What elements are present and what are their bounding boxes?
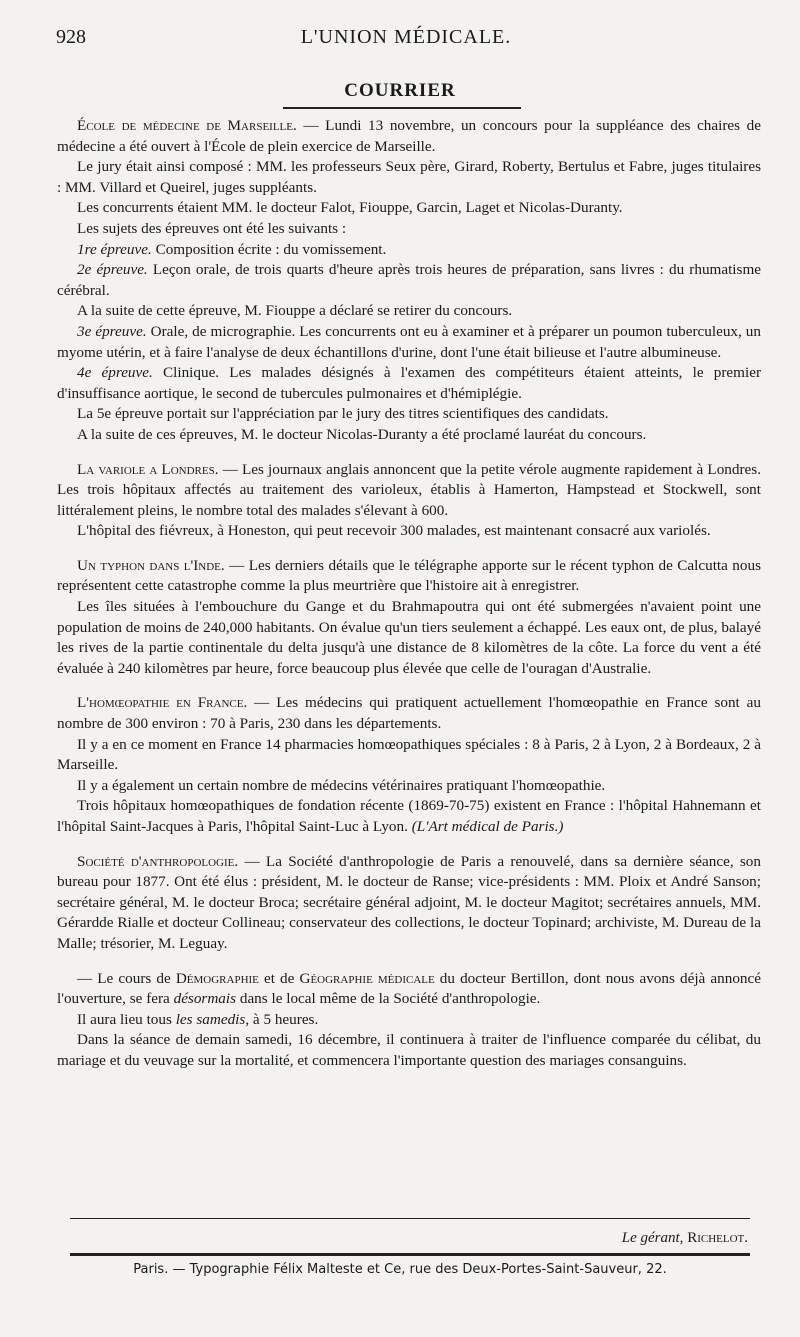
article-typhon: Un typhon dans l'Inde. — Les derniers détails que le télégraphe apporte sur le récent typhon de Calcutta nous représentent cette catastrophe comme la plus meurtrière que l'histoire ait à enregistrer. [57,556,761,595]
source-citation: (L'Art médical de Paris.) [411,818,564,835]
article-homoeopathie: L'homœopathie en France. — Les médecins qui pratiquent actuellement l'homœopathie en France sont au nombre de 300 environ : 70 à Paris, 230 dans les départements. [57,694,761,733]
article-variole: La variole a Londres. — Les journaux anglais annoncent que la petite vérole augmente rapidement à Londres. Les trois hôpitaux affectés au traitement des varioleux, établis à Hamerton, Hampstead et Stockwell, sont littéralement pleins, le nombre total des malades s'élevant à 600. [57,460,761,519]
section-title: COURRIER [344,80,456,101]
article-body [57,116,761,1072]
article-heading: La variole a Londres. [77,460,219,478]
signature: Le gérant, Richelot. [621,1230,748,1246]
paragraph: 2e épreuve. Leçon orale, de trois quarts d'heure après trois heures de préparation, sans livres : du rhumatisme cérébral. [57,261,761,299]
paragraph: A la suite de cette épreuve, M. Fiouppe a déclaré se retirer du concours. [77,302,513,320]
paragraph: Les îles situées à l'embouchure du Gange et du Brahmapoutra qui ont été submergées n'avaient point une population de moins de 240,000 habitants. On évalue qu'un tiers seulement a échappé. Les eaux ont, de plus, balayé les rives de la partie continentale du delta jusqu'à une distance de 8 kilomètres de la côte. La force du vent a été évaluée à 240 kilomètres par heure, force beaucoup plus élevée que celle de l'ouragan d'Australie. [57,598,761,677]
paragraph: Il y a également un certain nombre de médecins vétérinaires pratiquant l'homœopathie. [77,776,606,794]
paragraph: 1re épreuve. Composition écrite : du vomissement. [77,240,387,258]
article-anthropologie: Société d'anthropologie. — La Société d'anthropologie de Paris a renouvelé, dans sa dernière séance, son bureau pour 1877. Ont été élus : président, M. le docteur de Ranse; vice-présidents : MM. Ploix et André Sanson; secrétaire général, M. le docteur Broca; secrétaire général adjoint, M. le docteur Magitot; secrétaires annuels, MM. Gérardde Rialle et docteur Collineau; conservateur des collections, le docteur Topinard; archiviste, M. Dureau de la Malle; trésorier, M. Leguay. [57,852,761,952]
article-demographie: — Le cours de Démographie et de Géographie médicale du docteur Bertillon, dont nous avons déjà annoncé l'ouverture, se fera désormais dans le local même de la Société d'anthropologie. [57,969,761,1008]
title-rule [283,107,521,109]
paragraph: La 5e épreuve portait sur l'appréciation par le jury des titres scientifiques des candidats. [77,405,609,423]
paragraph: 4e épreuve. Clinique. Les malades désignés à l'examen des compétiteurs étaient atteints, le premier d'insuffisance aortique, le second de tubercules pulmonaires et d'hémiplégie. [57,364,761,402]
page-header [56,26,756,52]
paragraph: Les sujets des épreuves ont été les suivants : [77,219,347,237]
article-heading: Un typhon dans l'Inde. [77,556,225,574]
article-heading: École de médecine de Marseille. [77,117,297,134]
paragraph: L'hôpital des fiévreux, à Honeston, qui peut recevoir 300 malades, est maintenant consacré aux variolés. [77,522,711,540]
paragraph: Le jury était ainsi composé : MM. les professeurs Seux père, Girard, Roberty, Bertulus et Fabre, juges titulaires : MM. Villard et Queirel, juges suppléants. [57,158,761,196]
footer-rule-thick [70,1253,750,1256]
article-marseille: École de médecine de Marseille. — Lundi 13 novembre, un concours pour la suppléance des chaires de médecine a été ouvert à l'École de plein exercice de Marseille. [57,117,762,155]
paragraph: Trois hôpitaux homœopathiques de fondation récente (1869-70-75) existent en France : l'hôpital Hahnemann et l'hôpital Saint-Jacques à Paris, l'hôpital Saint-Luc à Lyon. (L'Art médical de Paris.) [57,797,761,835]
article-heading: Société d'anthropologie. [77,852,239,870]
paragraph: A la suite de ces épreuves, M. le docteur Nicolas-Duranty a été proclamé lauréat du concours. [77,425,647,443]
printer-imprint: Paris. — Typographie Félix Malteste et Ce, rue des Deux-Portes-Saint-Sauveur, 22. [133,1262,667,1277]
paragraph: Les concurrents étaient MM. le docteur Falot, Fiouppe, Garcin, Laget et Nicolas-Duranty. [77,199,623,217]
paragraph: Il aura lieu tous les samedis, à 5 heures. [77,1010,319,1028]
page-number: 928 [56,26,86,48]
paragraph: 3e épreuve. Orale, de micrographie. Les concurrents ont eu à examiner et à préparer un poumon tuberculeux, un myome utérin, et à faire l'analyse de deux échantillons d'urine, dont l'une était bilieuse et l'autre albumineuse. [57,322,761,361]
paragraph: Il y a en ce moment en France 14 pharmacies homœopathiques spéciales : 8 à Paris, 2 à Lyon, 2 à Bordeaux, 2 à Marseille. [57,735,761,774]
running-title: L'UNION MÉDICALE. [300,26,512,48]
footer-rule [70,1218,750,1219]
article-heading: L'homœopathie en France. [77,694,248,712]
paragraph: Dans la séance de demain samedi, 16 décembre, il continuera à traiter de l'influence comparée du célibat, du mariage et du veuvage sur la mortalité, et commencera l'importante question des mariages consanguins. [57,1031,761,1069]
